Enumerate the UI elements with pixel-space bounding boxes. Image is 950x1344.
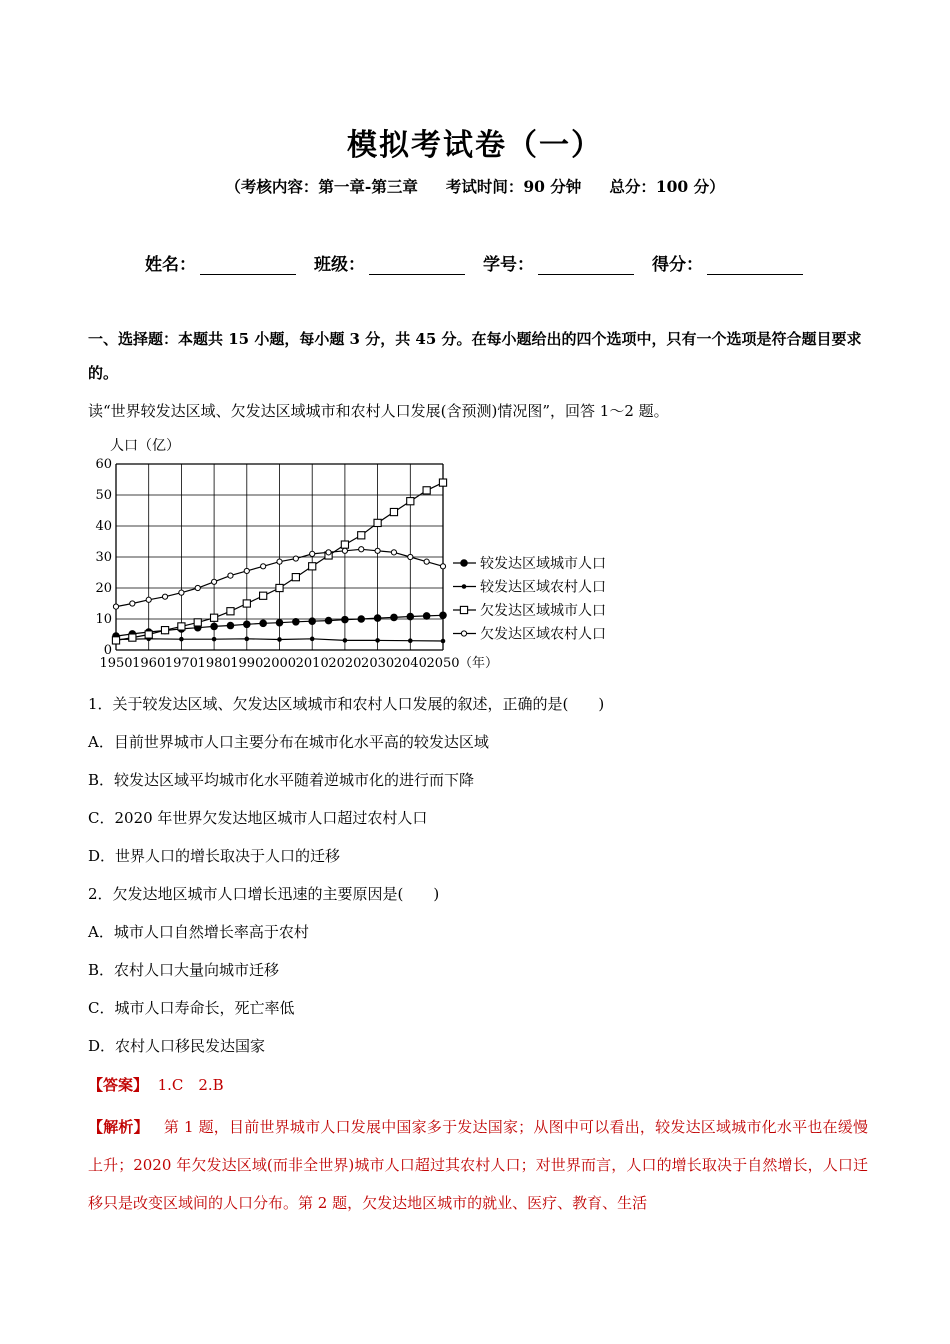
population-chart [86, 432, 646, 677]
data-point-series-3 [243, 600, 250, 607]
data-point-series-3 [309, 563, 316, 570]
answer-tag: 【答案】 [88, 1076, 149, 1094]
x-tick-label: 2000 [262, 656, 297, 671]
data-point-series-1 [423, 612, 431, 620]
data-point-series-2 [441, 639, 446, 644]
data-point-series-1 [210, 623, 218, 631]
exam-info [0, 175, 950, 197]
student-id-label: 学号： [483, 255, 534, 275]
exam-scope: （考核内容：第一章-第三章 [225, 177, 418, 196]
question-2-option-b: B．农村人口大量向城市迁移 [88, 961, 280, 979]
legend-label: 较发达区域农村人口 [480, 579, 606, 596]
score-blank[interactable] [707, 256, 803, 275]
class-blank[interactable] [369, 256, 465, 275]
data-point-series-2 [212, 637, 217, 642]
data-point-series-3 [145, 631, 152, 638]
y-tick-label: 0 [103, 643, 112, 658]
x-tick-label: 2020 [328, 656, 362, 671]
class-label: 班级： [314, 255, 365, 275]
chart-intro: 读“世界较发达区域、欠发达区域城市和农村人口发展(含预测)情况图”，回答 1～2 题。 [88, 402, 669, 420]
student-info-fields [145, 250, 803, 275]
analysis-block [88, 1108, 868, 1222]
data-point-series-1 [357, 615, 365, 623]
data-point-series-3 [227, 608, 234, 615]
data-point-series-2 [310, 637, 315, 642]
data-point-series-3 [358, 532, 365, 539]
exam-time: 考试时间：90 分钟 [445, 177, 582, 196]
legend-marker [460, 606, 467, 613]
data-point-series-1 [407, 613, 415, 621]
question-1-option-b: B．较发达区域平均城市化水平随着逆城市化的进行而下降 [88, 771, 475, 789]
y-axis-label: 人口（亿） [110, 438, 180, 454]
name-label: 姓名： [145, 255, 196, 275]
y-tick-label: 30 [95, 550, 112, 565]
data-point-series-1 [374, 614, 382, 622]
data-point-series-4 [391, 550, 396, 555]
section-heading: 一、选择题：本题共 15 小题，每小题 3 分，共 45 分。在每小题给出的四个选项中，只有一个选项是符合题目要求的。 [88, 330, 862, 382]
y-tick-label: 60 [95, 457, 112, 472]
question-2-stem: 2．欠发达地区城市人口增长迅速的主要原因是( ) [88, 885, 440, 903]
data-point-series-3 [374, 519, 381, 526]
data-point-series-4 [146, 597, 151, 602]
x-tick-label: 2050 [426, 656, 460, 671]
data-point-series-1 [276, 619, 284, 627]
question-2-option-d: D．农村人口移民发达国家 [88, 1037, 266, 1055]
data-point-series-4 [195, 585, 200, 590]
x-tick-label: 1980 [197, 656, 231, 671]
y-tick-label: 40 [95, 519, 112, 534]
data-point-series-3 [390, 508, 397, 515]
data-point-series-3 [260, 592, 267, 599]
data-point-series-1 [390, 614, 398, 622]
data-point-series-3 [439, 479, 446, 486]
data-point-series-4 [277, 559, 282, 564]
data-point-series-4 [424, 559, 429, 564]
x-tick-label: 1960 [132, 656, 166, 671]
data-point-series-4 [261, 564, 266, 569]
data-point-series-4 [130, 601, 135, 606]
score-field [652, 250, 803, 275]
data-point-series-1 [292, 618, 300, 626]
question-1-option-c: C．2020 年世界欠发达地区城市人口超过农村人口 [88, 809, 428, 827]
data-point-series-1 [341, 616, 349, 624]
data-point-series-4 [293, 556, 298, 561]
data-point-series-2 [277, 637, 282, 642]
data-point-series-1 [243, 620, 251, 628]
class-field [314, 250, 465, 275]
legend-label: 较发达区域城市人口 [480, 556, 606, 572]
y-tick-label: 20 [95, 581, 112, 596]
x-tick-label: 1950 [99, 656, 133, 671]
student-id-field [483, 250, 634, 275]
data-point-series-2 [375, 638, 380, 643]
student-id-blank[interactable] [538, 256, 634, 275]
data-point-series-4 [310, 551, 315, 556]
question-1-option-a: A．目前世界城市人口主要分布在城市化水平高的较发达区域 [88, 733, 489, 751]
data-point-series-3 [178, 623, 185, 630]
data-point-series-3 [276, 584, 283, 591]
y-tick-label: 50 [95, 488, 112, 503]
data-point-series-2 [408, 638, 413, 643]
name-field [145, 250, 296, 275]
x-tick-label: 2040 [393, 656, 427, 671]
data-point-series-4 [113, 604, 118, 609]
page-title: 模拟考试卷（一） [347, 128, 603, 163]
data-point-series-4 [440, 564, 445, 569]
data-point-series-3 [129, 634, 136, 641]
data-point-series-1 [308, 617, 316, 625]
data-point-series-4 [342, 548, 347, 553]
legend-marker [460, 559, 468, 567]
score-label: 得分： [652, 255, 703, 275]
question-2-option-c: C．城市人口寿命长，死亡率低 [88, 999, 295, 1017]
data-point-series-4 [162, 594, 167, 599]
analysis-tag: 【解析】 [88, 1118, 149, 1136]
data-point-series-1 [325, 617, 333, 625]
data-point-series-4 [408, 554, 413, 559]
data-point-series-3 [423, 487, 430, 494]
name-blank[interactable] [200, 256, 296, 275]
data-point-series-2 [245, 637, 250, 642]
x-tick-label: 2030 [361, 656, 395, 671]
data-point-series-3 [194, 619, 201, 626]
x-tick-label: 1990 [230, 656, 264, 671]
data-point-series-4 [326, 550, 331, 555]
exam-total-score: 总分：100 分） [609, 177, 725, 196]
question-1-option-d: D．世界人口的增长取决于人口的迁移 [88, 847, 341, 865]
x-tick-label: 2010 [295, 656, 329, 671]
data-point-series-1 [439, 611, 447, 619]
question-1-stem: 1．关于较发达区域、欠发达区域城市和农村人口发展的叙述，正确的是( ) [88, 695, 605, 713]
answer-text: 1.C 2.B [157, 1076, 224, 1094]
data-point-series-4 [228, 573, 233, 578]
data-point-series-2 [179, 637, 184, 642]
y-tick-label: 10 [95, 612, 112, 627]
data-point-series-3 [341, 541, 348, 548]
data-point-series-3 [407, 498, 414, 505]
data-point-series-4 [212, 579, 217, 584]
data-point-series-3 [112, 637, 119, 644]
analysis-text: 第 1 题，目前世界城市人口发展中国家多于发达国家；从图中可以看出，较发达区域城市化水平也在缓慢上升；2020 年欠发达区域(而非全世界)城市人口超过其农村人口；对世界而言，人口的增长取决于自然增长，人口迁移只是改变区域间的人口分布。第 2 题，欠发达地区城市的就业、医疗、教育、生活 [88, 1118, 868, 1212]
question-2-option-a: A．城市人口自然增长率高于农村 [88, 923, 309, 941]
data-point-series-4 [375, 548, 380, 553]
x-tick-label: 1970 [164, 656, 198, 671]
data-point-series-1 [259, 620, 267, 628]
data-point-series-1 [227, 622, 235, 630]
legend-label: 欠发达区域农村人口 [480, 626, 606, 643]
data-point-series-2 [343, 638, 348, 643]
data-point-series-3 [211, 614, 218, 621]
legend-marker [461, 631, 466, 636]
legend-marker [462, 584, 467, 589]
x-axis-unit: （年） [459, 656, 499, 671]
data-point-series-3 [292, 574, 299, 581]
answer-line [88, 1074, 224, 1095]
data-point-series-4 [244, 568, 249, 573]
data-point-series-3 [161, 627, 168, 634]
data-point-series-4 [179, 590, 184, 595]
legend-label: 欠发达区域城市人口 [480, 603, 606, 619]
data-point-series-4 [359, 547, 364, 552]
